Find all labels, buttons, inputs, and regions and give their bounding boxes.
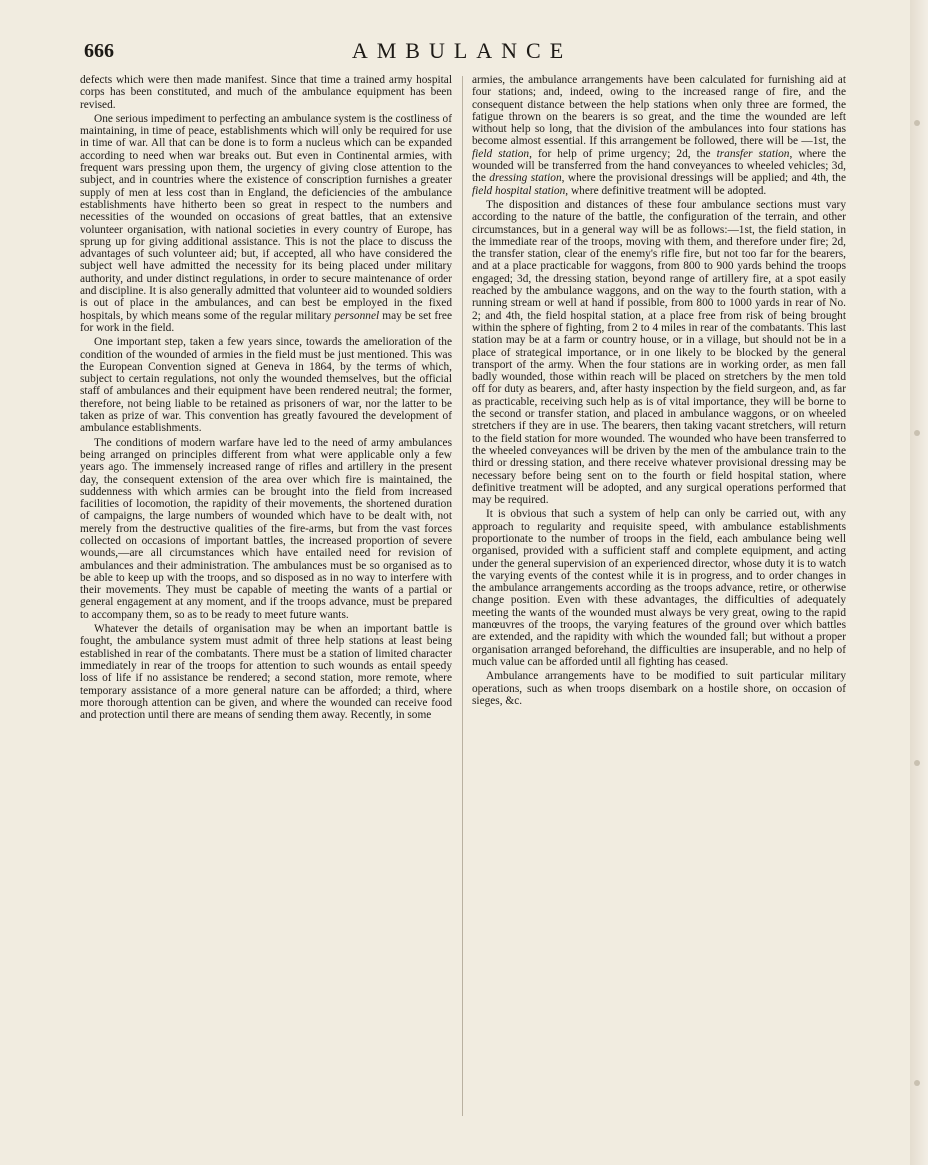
binding-mark (914, 760, 920, 766)
page-number: 666 (84, 40, 114, 62)
paragraph: The disposition and distances of these four ambulance sections must vary according to the nature of the battle, the configuration of the terrain, and other circumstances, but in a general way will be as follows:—1st, the field station, in the immediate rear of the troops, moving with them, and therefore under fire; 2d, the transfer station, clear of the enemy's rifle fire, but not too far for the bearers, and at a place practicable for waggons, from 800 to 900 yards behind the troops engaged; 3d, the dressing station, beyond range of artillery fire, at a spot easily reached by the ambulance waggons, and on the way to the fourth station, with a running stream or well at hand if possible, from 800 to 1000 yards in rear of No. 2; and 4th, the field hospital station, at a place free from risk of being brought within the sphere of fighting, from 2 to 4 miles in rear of the combatants. This last station may be at a farm or country house, or in a village, but should not be in a place of strategical importance, or in one likely to be blocked by the general transport of the army. When the four stations are in working order, as men fall badly wounded, those within reach will be placed on stretchers by the men told off for duty as bearers, and, after hasty inspection by the field surgeon, and, as far as practicable, receiving such help as is of vital importance, they will be borne to the second or transfer station, and placed in ambulance waggons, or on wheeled stretchers if they are in use. The bearers, then taking vacant stretchers, will return to the field station for more wounded. The wounded who have been transferred to the wheeled conveyances will be driven by the men of the ambulance train to the third or dressing station, and there receive whatever provisional dressing may be necessary before being sent on to the fourth or field hospital station, where definitive treatment will be adopted, and any surgical operations performed that may be required. (472, 198, 846, 507)
paragraph (80, 113, 452, 334)
paragraph: The conditions of modern warfare have led to the need of army ambulances being arranged on principles different from what were applicable only a few years ago. The immensely increased range of rifles and artillery in the present day, the consequent extension of the area over which fire is maintained, the suddenness with which armies can be brought into the field from increased facilities of locomotion, the rapidity of their movements, the shortened duration of campaigns, the large numbers of wounded which have to be dealt with, not merely from the destructive qualities of the fire-arms, but from the vast forces collected on occasions of important battles, the increased proportion of severe wounds,—are all circumstances which have entailed need for revision of ambulances and their administration. The ambulances must be so organised as to be able to keep up with the troops, and so disposed as in no way to interfere with their movements. They must be capable of meeting the wants of a partial or general engagement at any moment, and if the troops advance, must be prepared to accompany them, so as to be ready to meet future wants. (80, 436, 452, 621)
column-divider (462, 76, 463, 1116)
paragraph-text: , where the wounded will be transferred from the hand conveyances to wheeled vehicles; 3d, the (472, 147, 846, 185)
paragraph: It is obvious that such a system of help can only be carried out, with any approach to regularity and requisite speed, with ambulance establishments proportionate to the number of troops in the field, each ambulance being well organised, provided with a sufficient staff and complete equipment, and acting under the general supervision of an experienced director, whose duty it is to watch the varying events of the contest while it is in progress, and to order changes in the ambulance arrangements according as the troops advance, retire, or otherwise change position. Even with these advantages, the difficulties of adequately meeting the wants of the wounded must always be very great, owing to the rapid manœuvres of the troops, the varying features of the ground over which battles are extended, and the rapidity with which the wounded fall; but without a proper organisation arranged beforehand, the difficulties are insuperable, and no help of much value can be afforded until all fighting has ceased. (472, 508, 846, 668)
italic-term: personnel (334, 309, 380, 322)
italic-term: field hospital station (472, 184, 566, 197)
paragraph-text: armies, the ambulance arrangements have been calculated for furnishing aid at four stations; and, indeed, owing to the increased range of fire, and the consequent distance between the help stations when only three are formed, the fatigue thrown on the bearers is so great, and the time the wounded are left without help so long, that the division of the ambulances into four stations has become almost essential. If this arrangement be followed, there will be —1st, the (472, 74, 846, 148)
binding-mark (914, 1080, 920, 1086)
paragraph (472, 74, 846, 197)
paragraph-text: , where the provisional dressings will be applied; and 4th, the (561, 172, 846, 185)
paragraph: defects which were then made manifest. Since that time a trained army hospital corps has been constituted, and much of the ambulance equipment has been revised. (80, 74, 452, 111)
paragraph: Ambulance arrangements have to be modified to suit particular military operations, such as when troops disembark on a hostile shore, on occasion of sieges, &c. (472, 670, 846, 707)
binding-mark (914, 430, 920, 436)
left-column (80, 74, 452, 1134)
italic-term: field station (472, 147, 530, 160)
paragraph: One important step, taken a few years since, towards the amelioration of the condition of the wounded of armies in the field must be just mentioned. This was the European Convention signed at Geneva in 1864, by the terms of which, subject to certain regulations, not only the wounded themselves, but the official staff of ambulances and their equipment have been rendered neutral; the former, therefore, not being liable to be retained as prisoners of war, nor the latter to be taken as prize of war. This convention has greatly favoured the development of ambulance establishments. (80, 336, 452, 435)
paragraph-text: , where definitive treatment will be adopted. (565, 184, 767, 197)
paragraph-text: One serious impediment to perfecting an ambulance system is the costliness of maintaining, in time of peace, establishments which will only be required for use in time of war. All that can be done is to form a nucleus which can be expanded according to need when war breaks out. But even in Continental armies, with frequent wars pressing upon them, the urgency of giving close attention to the subject, and in countries where the existence of conscription furnishes a greater supply of men at less cost than in England, the deficiencies of the ambulance establishments have hitherto been so great in respect to the numbers and necessities of the wounded on occasions of great battles, that an extensive volunteer organisation, with national societies in every country of Europe, has sprung up for giving additional assistance. This is not the place to discuss the advantages of such volunteer aid; but, if accepted, all who have considered the subject well have admitted the necessity for its being placed under military authority, and under distinct regulations, in order to secure maintenance of order and discipline. It is also generally admitted that volunteer aid to wounded soldiers is out of place in the ambulances, and can best be employed in the fixed hospitals, by which means some of the regular military (80, 112, 452, 322)
paragraph-text: , for help of prime urgency; 2d, the (529, 147, 711, 160)
italic-term: dressing station (489, 172, 562, 185)
right-column (472, 74, 846, 1134)
italic-term: transfer station (716, 147, 790, 160)
paragraph-text: may be set free for work in the field. (80, 309, 452, 334)
binding-marks (914, 0, 922, 1165)
binding-mark (914, 120, 920, 126)
page-header (84, 38, 840, 68)
running-title: AMBULANCE (351, 38, 573, 63)
paragraph: Whatever the details of organisation may be when an important battle is fought, the ambulance system must admit of three help stations at least being established in rear of the combatants. There must be a station of limited character immediately in rear of the troops for attention to such wounds as entail speedy loss of life if no assistance be rendered; a second station, more remote, where temporary assistance of a more general nature can be afforded; a third, where more thorough attention can be given, and where the wounded can receive food and protection until there are means of sending them away. Recently, in some (80, 623, 452, 722)
